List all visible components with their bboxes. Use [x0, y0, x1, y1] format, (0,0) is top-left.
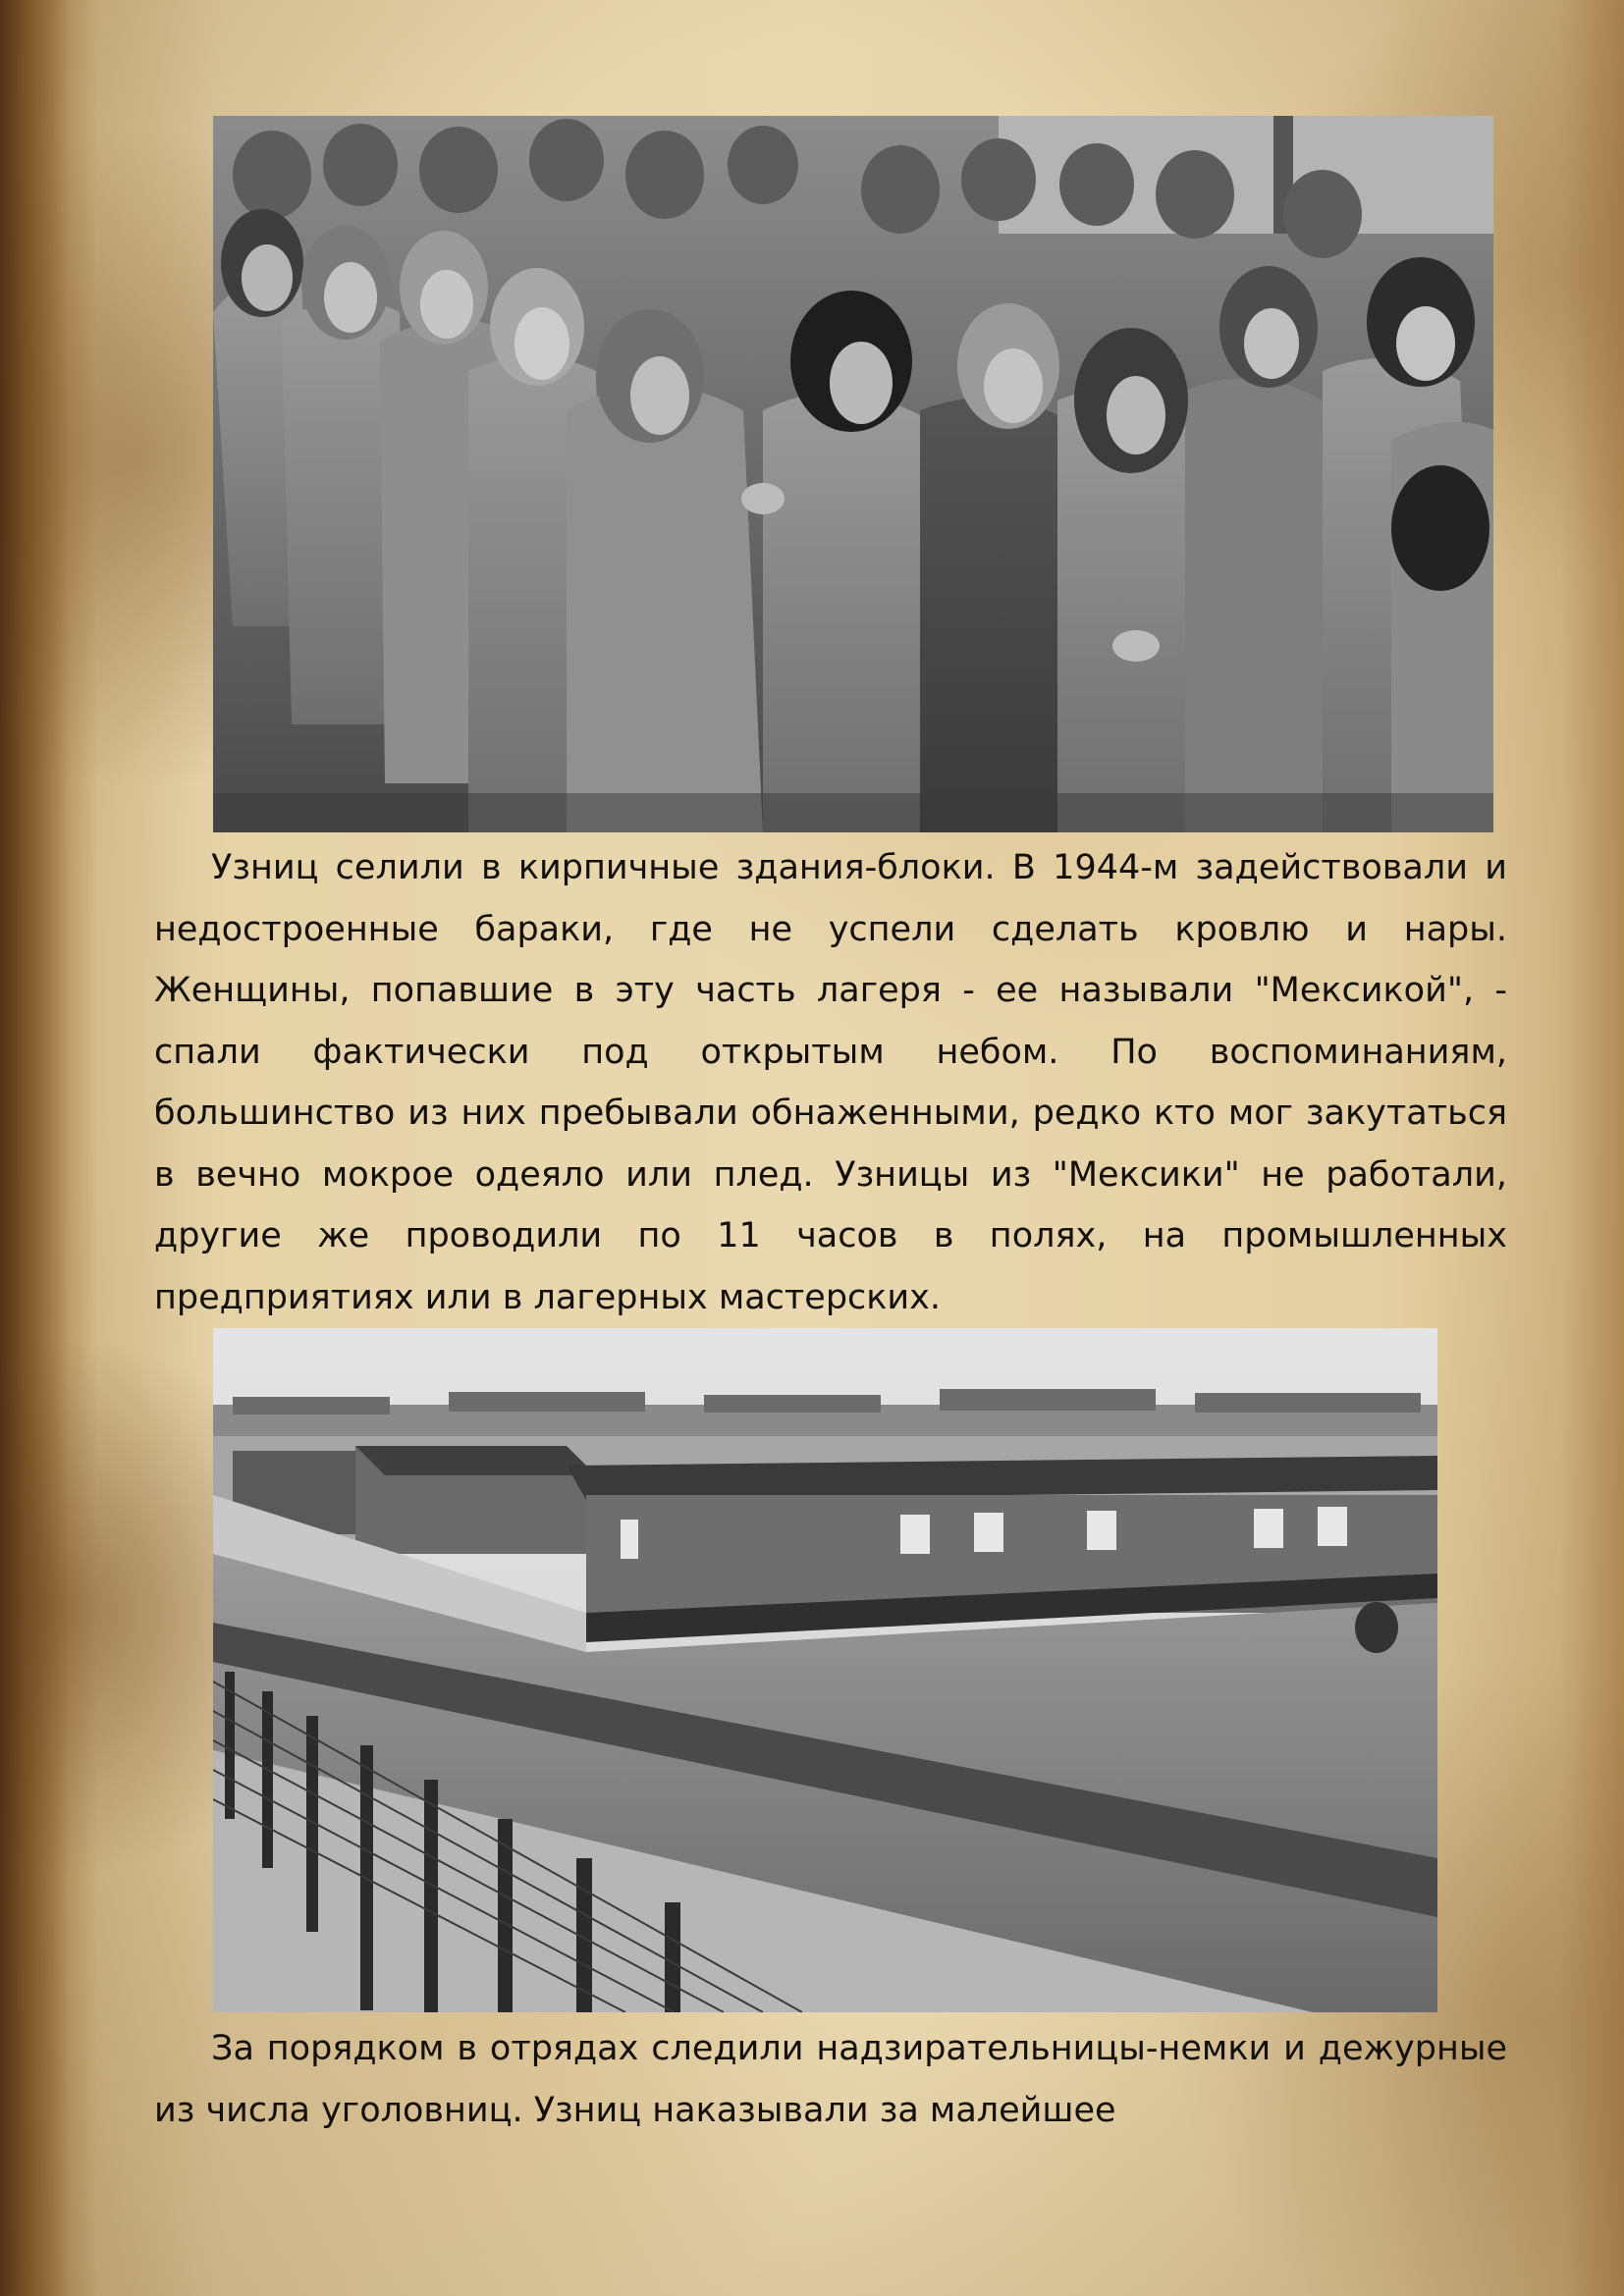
photo-women-prisoners	[213, 116, 1493, 832]
paragraph-text: Узниц селили в кирпичные здания-блоки. В 1944-м задействовали и недостроенные бараки, где не успели сделать кровлю и нары. Женщины, попавшие в эту часть лагеря - ее называли "Мексикой", - спали фактически под открытым небом. По воспоминаниям, большинство из них пребывали обнаженными, редко кто мог закутаться в вечно мокрое одеяло или плед. Узницы из "Мексики" не работали, другие же проводили по 11 часов в полях, на промышленных предприятиях или в лагерных мастерских.	[154, 848, 1507, 1317]
paper-edge-shadow	[0, 0, 69, 2296]
photo-camp-barracks-graphic	[213, 1328, 1437, 2012]
paragraph-text: За порядком в отрядах следили надзирательницы-немки и дежурные из числа уголовниц. Узниц наказывали за малейшее	[154, 2029, 1507, 2130]
photo-camp-barracks	[213, 1328, 1437, 2012]
paragraph-camp-order	[154, 2018, 1507, 2141]
paragraph-camp-blocks	[154, 837, 1507, 1328]
photo-women-prisoners-graphic	[213, 116, 1493, 832]
